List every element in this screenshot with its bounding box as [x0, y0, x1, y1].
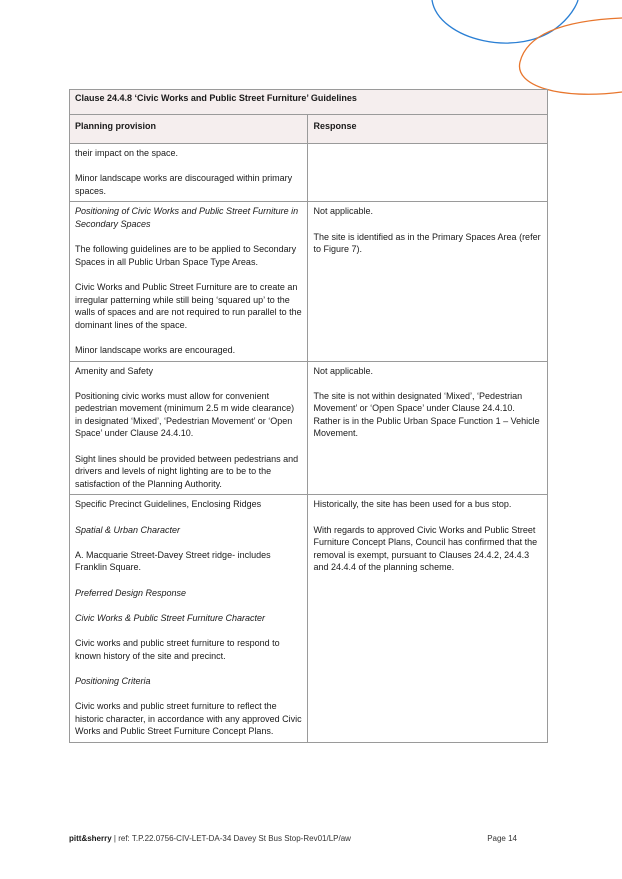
provision-cell: [70, 361, 308, 495]
footer-reference: | ref: T.P.22.0756-CIV-LET-DA-34 Davey St Bus Stop-Rev01/LP/aw: [111, 834, 351, 843]
guidelines-table: [69, 89, 548, 743]
response-paragraph: The site is not within designated ‘Mixed’, ‘Pedestrian Movement’ or ‘Open Space’ under Clause 24.4.10. Rather is in the Public Urban Space Function 1 – Vehicle Movement.: [313, 390, 540, 439]
provision-paragraph: Civic works and public street furniture to respond to known history of the site and precinct.: [75, 637, 280, 661]
page-number: Page 14: [487, 834, 517, 843]
provision-paragraph: Positioning Criteria: [75, 675, 151, 686]
provision-paragraph: Amenity and Safety: [75, 365, 154, 376]
provision-paragraph: their impact on the space.: [75, 148, 179, 158]
provision-paragraph: Minor landscape works are encouraged.: [75, 344, 236, 355]
provision-paragraph: Preferred Design Response: [75, 587, 187, 598]
provision-cell: [70, 495, 308, 742]
provision-paragraph: Positioning civic works must allow for convenient pedestrian movement (minimum 2.5 m wide clearance) in designated ‘Mixed’, ‘Pedestrian Movement’ or ‘Open Space’ under Clause 24.4.10.: [75, 390, 295, 439]
provision-paragraph: Civic works and public street furniture to reflect the historic character, in accordance with any approved Civic Works and Public Street Furniture Concept Plans.: [75, 700, 302, 737]
footer-brand: pitt&sherry: [69, 834, 112, 843]
provision-cell: [70, 144, 308, 202]
table-title: Clause 24.4.8 ‘Civic Works and Public Street Furniture’ Guidelines: [70, 90, 548, 115]
provision-paragraph: Spatial & Urban Character: [75, 524, 181, 535]
table-row: [70, 144, 548, 202]
provision-paragraph: Specific Precinct Guidelines, Enclosing Ridges: [75, 499, 262, 510]
response-cell: [308, 202, 548, 361]
provision-paragraph: Civic Works & Public Street Furniture Character: [75, 612, 266, 623]
header-response: Response: [308, 115, 548, 144]
table-row: [70, 495, 548, 742]
response-paragraph: With regards to approved Civic Works and Public Street Furniture Concept Plans, Council has confirmed that the removal is exempt, pursuant to Clauses 24.4.2, 24.4.3 and 24.4.4 of the planning scheme.: [313, 524, 538, 573]
provision-paragraph: Civic Works and Public Street Furniture are to create an irregular patterning while still being ‘squared up’ to the walls of spaces and are not required to run parallel to the dominant lines of the space.: [75, 281, 302, 330]
table-body: [70, 144, 548, 743]
provision-paragraph: Minor landscape works are discouraged within primary spaces.: [75, 173, 293, 196]
table-row: [70, 361, 548, 495]
provision-paragraph: Sight lines should be provided between pedestrians and drivers and levels of night lighting are to be to the satisfaction of the Planning Authority.: [75, 453, 299, 489]
header-planning-provision: Planning provision: [70, 115, 308, 144]
orange-curve: [519, 18, 622, 94]
response-cell: [308, 361, 548, 495]
response-paragraph: The site is identified as in the Primary Spaces Area (refer to Figure 7).: [313, 231, 541, 255]
response-paragraph: Not applicable.: [313, 206, 374, 217]
response-paragraph: Historically, the site has been used for a bus stop.: [313, 499, 512, 510]
blue-curve: [432, 0, 578, 43]
response-cell: [308, 144, 548, 202]
response-cell: [308, 495, 548, 742]
provision-paragraph: The following guidelines are to be applied to Secondary Spaces in all Public Urban Space Type Areas.: [75, 244, 297, 267]
provision-cell: [70, 202, 308, 361]
response-paragraph: Not applicable.: [313, 365, 374, 376]
provision-paragraph: A. Macquarie Street-Davey Street ridge- includes Franklin Square.: [75, 549, 271, 573]
page-footer: [69, 834, 517, 843]
provision-paragraph: Positioning of Civic Works and Public Street Furniture in Secondary Spaces: [75, 206, 299, 229]
table-row: [70, 202, 548, 361]
